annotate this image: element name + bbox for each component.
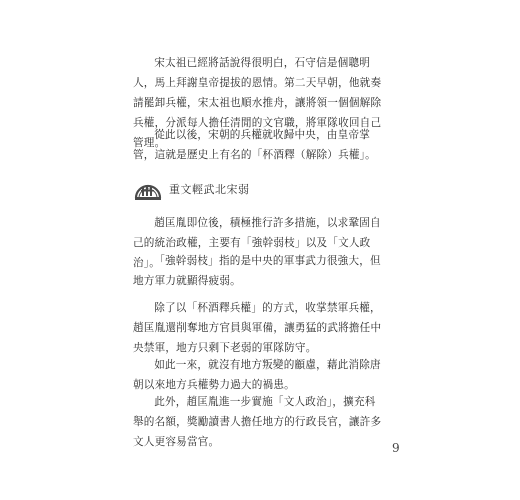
section-heading <box>133 176 250 202</box>
paragraph-text: 趙匡胤即位後，積極推行許多措施，以求鞏固自己的統治政權，主要有「強幹弱枝」以及「文人政治」。 <box>133 217 381 269</box>
paragraph-text: 宋太祖已經將話說得很明白，石守信是個聰明人，馬上拜謝皇帝提拔的恩情。第二天早朝，他就奏請罷卸兵權，宋太祖也順水推舟，讓將領一個個解除兵權，分派每人擔任清閒的文官職，將軍隊收回自己管理。 <box>133 57 382 149</box>
paragraph-7 <box>133 392 385 452</box>
paragraph-text: 除了以「杯酒釋兵權」的方式，收掌禁軍兵權，趙匡胤還削奪地方官員與軍備，讓勇猛的武將擔任中央禁軍，地方只剩下老弱的軍隊防守。 <box>133 302 382 354</box>
history-seal-icon <box>133 176 163 202</box>
paragraph-text: 從此以後，宋朝的兵權就收歸中央，由皇帝掌管，這就是歷史上有名的「杯酒釋（解除）兵權」。 <box>133 129 376 161</box>
paragraph-text: 此外，趙匡胤進一步實施「文人政治」，擴充科舉的名額，獎勵讀書人擔任地方的行政長官，讓許多文人更容易當官。 <box>133 396 382 448</box>
section-title: 重文輕武北宋弱 <box>169 183 250 196</box>
paragraph-5 <box>133 298 385 358</box>
paragraph-text: 如此一來，就沒有地方叛變的顧慮，藉此消除唐朝以來地方兵權勢力過大的禍患。 <box>133 359 381 391</box>
page-number: 9 <box>392 441 400 455</box>
paragraph-6 <box>133 355 385 395</box>
paragraph-text: 「強幹弱枝」指的是中央的軍事武力很強大，但地方軍力就顯得疲弱。 <box>133 255 381 287</box>
paragraph-2 <box>133 125 385 165</box>
paragraph-4 <box>133 251 385 291</box>
